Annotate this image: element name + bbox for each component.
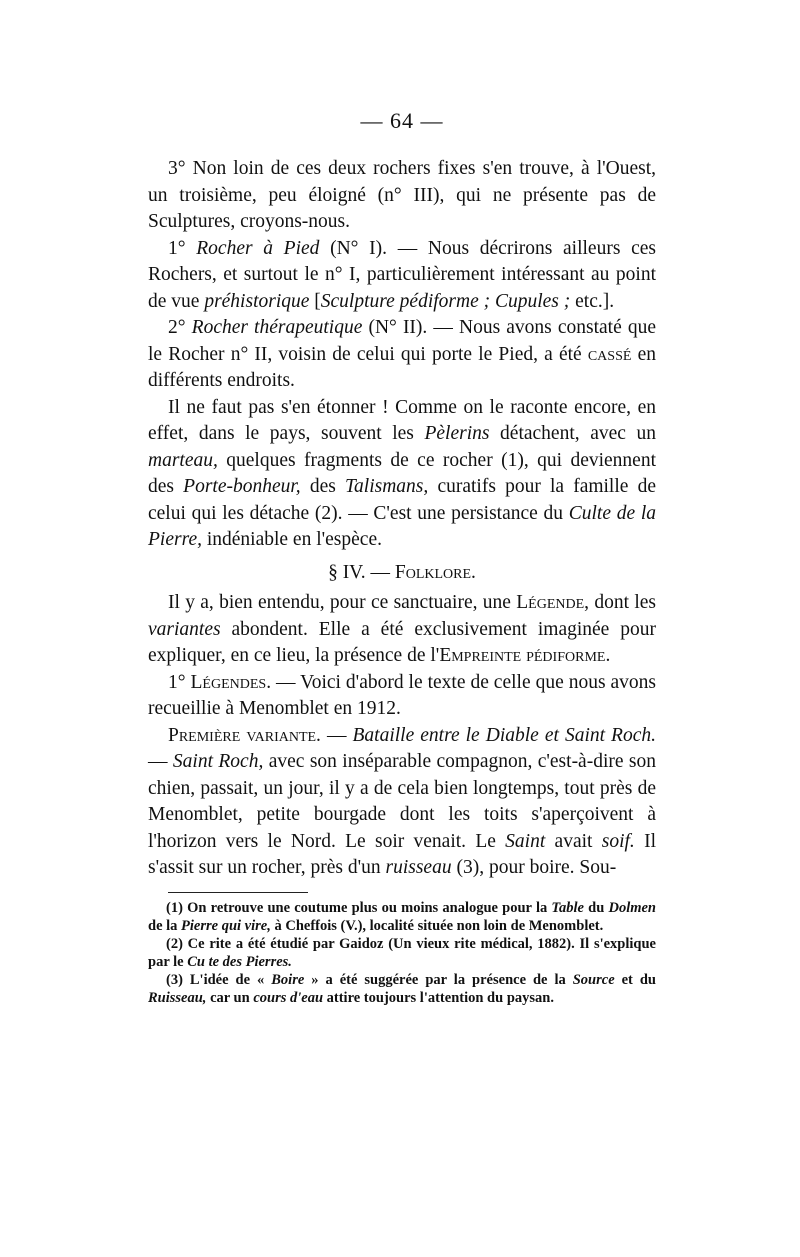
text-run: » a été suggérée par la présence de la xyxy=(304,971,573,988)
italic-term: Pierre qui vire, xyxy=(181,917,271,934)
text-run: (3), pour boire. Sou- xyxy=(451,857,617,878)
text-run: en différents endroits. xyxy=(148,343,656,391)
footnotes xyxy=(148,899,656,1007)
text-run: indéniable en l'espèce. xyxy=(201,529,382,550)
text-run: etc.]. xyxy=(570,290,615,312)
italic-term: Saint Roch, xyxy=(172,751,264,772)
italic-term: Ruisseau, xyxy=(148,989,207,1006)
italic-term: cours d'eau xyxy=(253,989,324,1006)
text-run: de la xyxy=(148,917,182,934)
text-run: Il s'assit sur un rocher, près d'un xyxy=(148,830,656,878)
italic-term: marteau, xyxy=(148,449,218,471)
small-caps-term: Première variante. xyxy=(168,724,321,746)
italic-term: Rocher à Pied xyxy=(196,237,320,259)
text-run: (N° II). — Nous avons constaté que le Rocher n° II, voisin de celui qui porte le Pied, a été xyxy=(148,317,656,365)
italic-term: Sculpture pédiforme ; Cupules ; xyxy=(320,290,571,312)
italic-term: Source xyxy=(572,971,615,988)
footnote-2 xyxy=(148,935,656,971)
footnote-3 xyxy=(148,971,656,1007)
italic-term: Boire xyxy=(271,971,305,988)
italic-term: Pèlerins xyxy=(424,423,490,444)
text-run: Il ne faut pas s'en étonner ! Comme on le raconte encore, en effet, dans le pays, souvent les xyxy=(148,396,656,444)
text-run: curatifs pour la famille de celui qui les détache (2). — C'est une persistance du xyxy=(148,476,656,524)
paragraph-rocher-therapeutique xyxy=(148,315,656,395)
page-number: — 64 — xyxy=(360,108,444,133)
text-run: (1) On retrouve une coutume plus ou moins analogue pour la xyxy=(166,899,552,916)
text-run: dont les xyxy=(589,592,656,613)
paragraph-premiere-variante xyxy=(148,723,656,882)
text-run: car un xyxy=(206,989,254,1006)
footnote-1 xyxy=(148,899,656,935)
small-caps-term: Légendes. xyxy=(190,671,272,693)
small-caps-term: Empreinte pédiforme. xyxy=(439,645,611,666)
text-run: (N° I). — Nous décrirons ailleurs ces Rochers, et surtout le n° I, particulièrement intéressant au point de vue xyxy=(148,237,656,312)
section-heading-folklore xyxy=(148,560,656,587)
footnote-divider xyxy=(168,892,308,893)
italic-term: Table xyxy=(551,899,584,916)
paragraph-legende xyxy=(148,590,656,670)
text-run: 1° xyxy=(168,671,191,693)
text-run: (2) Ce rite a été étudié par Gaidoz (Un vieux rite médical, 1882). Il s'explique par le xyxy=(148,935,656,970)
text-run: avait xyxy=(545,830,602,852)
text-run: et du xyxy=(614,971,656,988)
italic-term: Culte de la Pierre, xyxy=(148,502,656,550)
small-caps-term: Légende, xyxy=(516,592,590,613)
text-run: avec son inséparable compagnon, c'est-à-dire son chien, passait, un jour, il y a de cela bien longtemps, tout près de Menomblet, petite bourgade dont les toits s'aperçoivent à l'horizon vers le Nord. Le soir venait. Le xyxy=(148,751,657,852)
italic-term: préhistorique xyxy=(204,290,310,312)
italic-term: Rocher thérapeutique xyxy=(191,317,363,338)
italic-term: ruisseau xyxy=(385,857,452,878)
small-caps-term: cassé xyxy=(587,343,632,365)
paragraph-third-rock: 3° Non loin de ces deux rochers fixes s'en trouve, à l'Ouest, un troisième, peu éloigné (n° III), qui ne présente pas de Sculptures, croyons-nous. xyxy=(148,158,656,232)
italic-term: Dolmen xyxy=(608,899,656,916)
text-run: attire toujours l'attention du paysan. xyxy=(323,989,554,1006)
text-run: — xyxy=(148,751,173,772)
italic-term: soif. xyxy=(601,830,635,852)
text-run: du xyxy=(583,899,609,916)
paragraph-legendes xyxy=(148,670,656,723)
body-text xyxy=(148,156,656,882)
text-run: Il y a, bien entendu, pour ce sanctuaire, une xyxy=(168,592,517,613)
text-run: [ xyxy=(309,290,321,312)
text-run: à Cheffois (V.), localité située non loin de Menomblet. xyxy=(270,917,604,934)
heading-title: Folklore. xyxy=(394,561,476,583)
italic-term: Saint xyxy=(505,830,546,852)
text-run: détachent, avec un xyxy=(489,423,657,444)
italic-term: Bataille entre le Diable et Saint Roch. xyxy=(352,724,657,746)
text-run: (3) L'idée de « xyxy=(166,971,272,988)
text-run: abondent. Elle a été exclusivement imaginée pour expliquer, en ce lieu, la présence de l' xyxy=(148,618,656,666)
paragraph-rocher-a-pied xyxy=(148,236,656,316)
text-run: des xyxy=(300,476,345,497)
text-run: quelques fragments de ce rocher (1), qui deviennent des xyxy=(148,449,656,497)
text-run: — Voici d'abord le texte de celle que nous avons recueillie à Menomblet en 1912. xyxy=(148,671,656,719)
heading-prefix: § IV. — xyxy=(328,561,395,583)
italic-term: Porte-bonheur, xyxy=(183,476,301,497)
text-run: — xyxy=(320,724,353,746)
document-page xyxy=(148,108,656,1007)
italic-term: variantes xyxy=(148,618,221,640)
text-run: 1° xyxy=(168,237,197,259)
paragraph-pelerins xyxy=(148,395,656,554)
italic-term: Cu te des Pierres. xyxy=(187,953,292,970)
text-run: 2° xyxy=(168,317,192,338)
italic-term: Talismans, xyxy=(345,476,429,497)
